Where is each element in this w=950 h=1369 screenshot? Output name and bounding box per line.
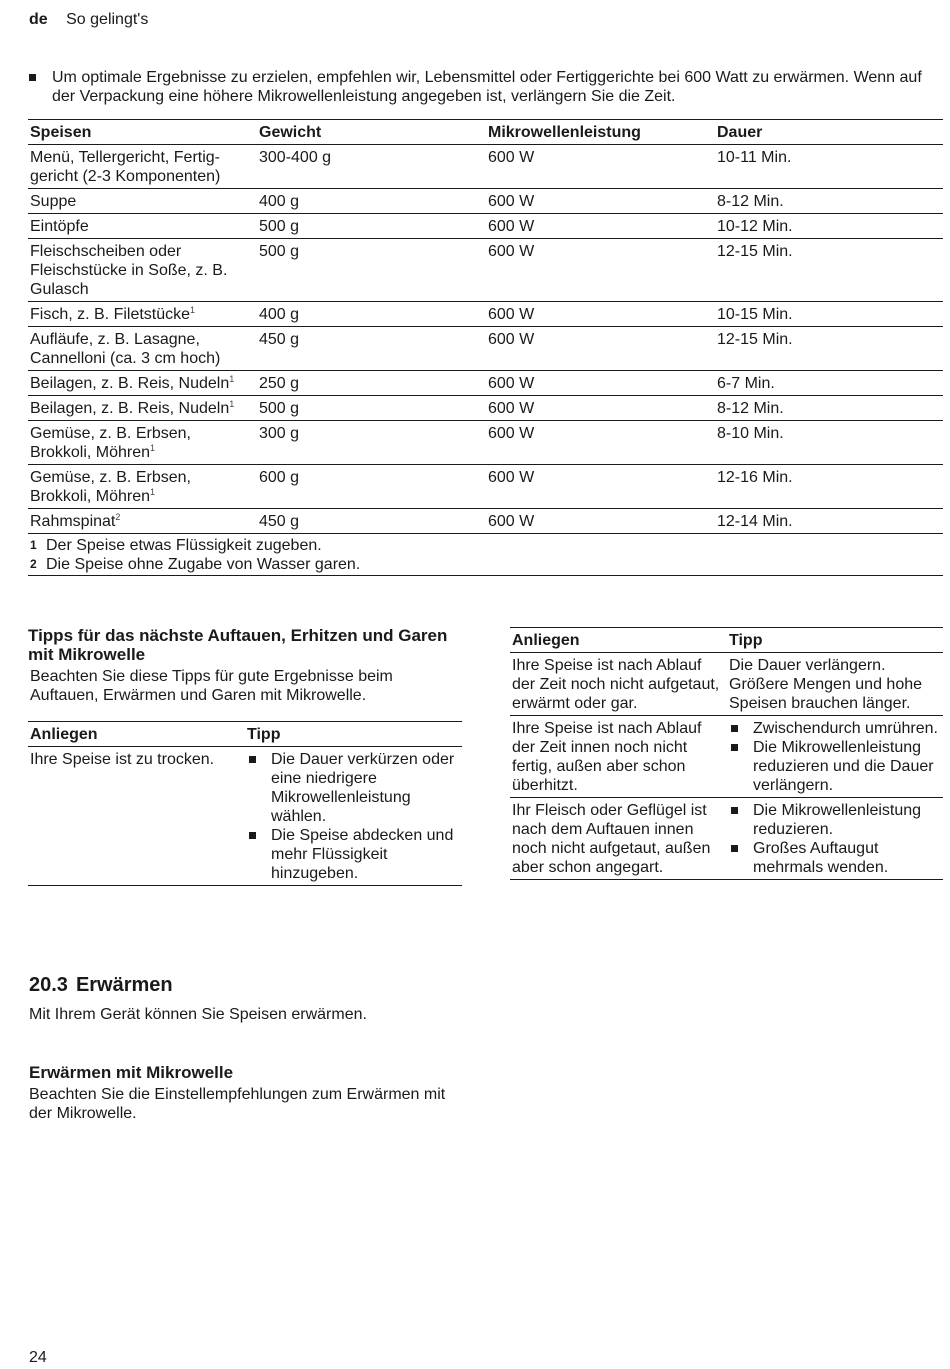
col-header-power: Mikrowellenleistung xyxy=(488,124,641,141)
cell-dish xyxy=(28,421,257,465)
bullet-square-icon xyxy=(731,845,738,852)
cell-weight: 400 g xyxy=(259,193,300,210)
cell-dish xyxy=(28,239,257,302)
cell-dish xyxy=(28,189,257,214)
heating-table-header xyxy=(28,120,943,145)
cell-weight: 250 g xyxy=(259,375,300,392)
cell-time: 12-15 Min. xyxy=(717,331,793,348)
cell-dish xyxy=(28,371,257,396)
cell-power: 600 W xyxy=(488,513,535,530)
tip-text: Die Dauer verkürzen oder eine niedrigere Mikrowellenleistung wählen. xyxy=(271,751,455,825)
footnote-marker: 2 xyxy=(115,512,121,522)
tip-text: Die Mikrowellenleistung reduzieren und die Dauer verlängern. xyxy=(753,739,934,794)
cell-time: 6-7 Min. xyxy=(717,375,775,392)
tip-list xyxy=(247,750,459,883)
cell-time: 10-12 Min. xyxy=(717,218,793,235)
bullet-square-icon xyxy=(249,832,256,839)
intro-text: Um optimale Ergebnisse zu erzielen, empfehlen wir, Lebensmittel oder Fertiggerichte bei 600 Watt zu erwärmen. Wenn auf der Verpackung eine höhere Mikrowellenleistung angegeben ist, verlängern Sie die Zeit. xyxy=(52,69,922,105)
tips-row xyxy=(510,716,943,798)
cell-concern: Ihre Speise ist nach Ablauf der Zeit noch nicht aufgetaut, erwärmt oder gar. xyxy=(512,657,720,712)
tip-item xyxy=(247,750,459,826)
tips-table-header xyxy=(510,628,943,653)
cell-power: 600 W xyxy=(488,375,535,392)
page-header xyxy=(29,10,148,29)
section-text: Mit Ihrem Gerät können Sie Speisen erwärmen. xyxy=(29,1006,367,1023)
header-section-title: So gelingt's xyxy=(66,11,149,28)
table-row xyxy=(28,302,943,327)
cell-tip xyxy=(727,798,943,880)
cell-dish xyxy=(28,214,257,239)
cell-concern: Ihre Speise ist nach Ablauf der Zeit innen noch nicht fertig, außen aber schon überhitzt. xyxy=(512,720,702,794)
footnote-text: Die Speise ohne Zugabe von Wasser garen. xyxy=(46,556,361,573)
tip-text: Die Mikrowellenleistung reduzieren. xyxy=(753,802,922,838)
footnote-marker: 1 xyxy=(150,487,156,497)
tip-item xyxy=(729,738,940,795)
bullet-square-icon xyxy=(249,756,256,763)
table-row xyxy=(28,239,943,302)
col-header-weight: Gewicht xyxy=(259,124,322,141)
cell-power: 600 W xyxy=(488,469,535,486)
cell-dish xyxy=(28,145,257,189)
heating-table xyxy=(28,119,943,576)
dish-name: Fleischscheiben oder Fleischstücke in Soße, z. B. Gulasch xyxy=(30,243,228,298)
table-row xyxy=(28,327,943,371)
tips-table-left xyxy=(28,721,462,886)
cell-weight: 450 g xyxy=(259,331,300,348)
section-title: Erwärmen xyxy=(75,974,173,996)
dish-name: Rahmspinat xyxy=(30,513,116,530)
cell-weight: 500 g xyxy=(259,243,300,260)
table-row xyxy=(28,214,943,239)
cell-weight: 450 g xyxy=(259,513,300,530)
subsection-heading: Erwärmen mit Mikrowelle xyxy=(29,1063,234,1082)
dish-name: Fisch, z. B. Filetstücke xyxy=(30,306,191,323)
col-header-time: Dauer xyxy=(717,124,763,141)
tip-text: Zwischendurch umrühren. xyxy=(753,720,938,737)
cell-tip: Die Dauer verlängern. Größere Mengen und hohe Speisen brauchen länger. xyxy=(729,657,923,712)
cell-weight: 300-400 g xyxy=(259,149,332,166)
tips-heading: Tipps für das nächste Auftauen, Erhitzen und Garen mit Mikrowelle xyxy=(28,626,448,664)
cell-dish xyxy=(28,396,257,421)
cell-power: 600 W xyxy=(488,193,535,210)
dish-name: Gemüse, z. B. Erbsen, Brokkoli, Möhren xyxy=(30,425,191,461)
language-code: de xyxy=(29,11,48,28)
cell-dish xyxy=(28,327,257,371)
cell-tip xyxy=(727,716,943,798)
cell-power: 600 W xyxy=(488,243,535,260)
footnote xyxy=(30,555,940,574)
table-row xyxy=(28,371,943,396)
table-row xyxy=(28,189,943,214)
intro-note xyxy=(29,68,939,106)
table-row xyxy=(28,145,943,189)
bullet-square-icon xyxy=(29,74,36,81)
footnote-marker: 1 xyxy=(150,443,156,453)
footnote-text: Der Speise etwas Flüssigkeit zugeben. xyxy=(46,537,322,554)
cell-weight: 400 g xyxy=(259,306,300,323)
col-header-tip: Tipp xyxy=(247,726,281,743)
tips-table-header xyxy=(28,722,462,747)
subsection-text: Beachten Sie die Einstellempfehlungen zum Erwärmen mit der Mikrowelle. xyxy=(29,1086,446,1122)
cell-weight: 500 g xyxy=(259,218,300,235)
tip-item xyxy=(729,719,940,738)
cell-time: 10-15 Min. xyxy=(717,306,793,323)
footnote-marker: 1 xyxy=(229,399,235,409)
dish-name: Beilagen, z. B. Reis, Nudeln xyxy=(30,400,230,417)
col-header-tip: Tipp xyxy=(729,632,763,649)
footnote-number: 2 xyxy=(30,557,37,571)
tip-list xyxy=(729,719,940,795)
cell-concern: Ihre Speise ist zu trocken. xyxy=(30,751,215,768)
tips-intro: Beachten Sie diese Tipps für gute Ergebnisse beim Auftauen, Erwärmen und Garen mit Mikrowelle. xyxy=(30,668,393,704)
cell-power: 600 W xyxy=(488,400,535,417)
subsection xyxy=(29,1063,469,1123)
section-heading xyxy=(29,974,173,996)
cell-power: 600 W xyxy=(488,425,535,442)
footnote-number: 1 xyxy=(30,538,37,552)
dish-name: Eintöpfe xyxy=(30,218,89,235)
dish-name: Gemüse, z. B. Erbsen, Brokkoli, Möhren xyxy=(30,469,191,505)
cell-time: 8-12 Min. xyxy=(717,400,784,417)
cell-time: 8-12 Min. xyxy=(717,193,784,210)
tip-item xyxy=(729,839,940,877)
dish-name: Suppe xyxy=(30,193,77,210)
dish-name: Beilagen, z. B. Reis, Nudeln xyxy=(30,375,230,392)
cell-weight: 600 g xyxy=(259,469,300,486)
tips-row xyxy=(28,747,462,886)
footnote-marker: 1 xyxy=(190,305,196,315)
tip-text: Die Speise abdecken und mehr Flüssigkeit hinzugeben. xyxy=(271,827,454,882)
cell-dish xyxy=(28,465,257,509)
table-row xyxy=(28,465,943,509)
tip-item xyxy=(729,801,940,839)
cell-concern: Ihr Fleisch oder Geflügel ist nach dem Auftauen innen noch nicht aufgetaut, außen aber schon angegart. xyxy=(512,802,711,876)
cell-time: 12-15 Min. xyxy=(717,243,793,260)
table-row xyxy=(28,421,943,465)
tip-text: Großes Auftaugut mehrmals wenden. xyxy=(753,840,889,876)
cell-power: 600 W xyxy=(488,331,535,348)
footnotes-row xyxy=(28,534,943,576)
bullet-square-icon xyxy=(731,725,738,732)
cell-power: 600 W xyxy=(488,306,535,323)
cell-weight: 300 g xyxy=(259,425,300,442)
col-header-dish: Speisen xyxy=(30,124,92,141)
table-row xyxy=(28,396,943,421)
dish-name: Aufläufe, z. B. Lasagne, Cannelloni (ca. 3 cm hoch) xyxy=(30,331,221,367)
cell-time: 12-14 Min. xyxy=(717,513,793,530)
bullet-square-icon xyxy=(731,807,738,814)
cell-time: 8-10 Min. xyxy=(717,425,784,442)
dish-name: Menü, Tellergericht, Fertiggericht (2-3 Komponenten) xyxy=(30,149,221,185)
cell-time: 12-16 Min. xyxy=(717,469,793,486)
tip-list xyxy=(729,801,940,877)
section-number: 20.3 xyxy=(29,974,68,996)
page-number: 24 xyxy=(29,1349,47,1366)
cell-weight: 500 g xyxy=(259,400,300,417)
footnote xyxy=(30,536,940,555)
col-header-concern: Anliegen xyxy=(512,632,580,649)
tips-row xyxy=(510,653,943,716)
footnote-marker: 1 xyxy=(229,374,235,384)
cell-dish xyxy=(28,509,257,534)
tips-row xyxy=(510,798,943,880)
col-header-concern: Anliegen xyxy=(30,726,98,743)
tips-table-right xyxy=(510,627,943,880)
cell-time: 10-11 Min. xyxy=(717,149,792,166)
cell-power: 600 W xyxy=(488,218,535,235)
tip-item xyxy=(247,826,459,883)
cell-dish xyxy=(28,302,257,327)
tips-section xyxy=(28,626,462,886)
table-row xyxy=(28,509,943,534)
footnotes xyxy=(28,534,943,576)
cell-tip xyxy=(245,747,462,886)
cell-power: 600 W xyxy=(488,149,535,166)
bullet-square-icon xyxy=(731,744,738,751)
